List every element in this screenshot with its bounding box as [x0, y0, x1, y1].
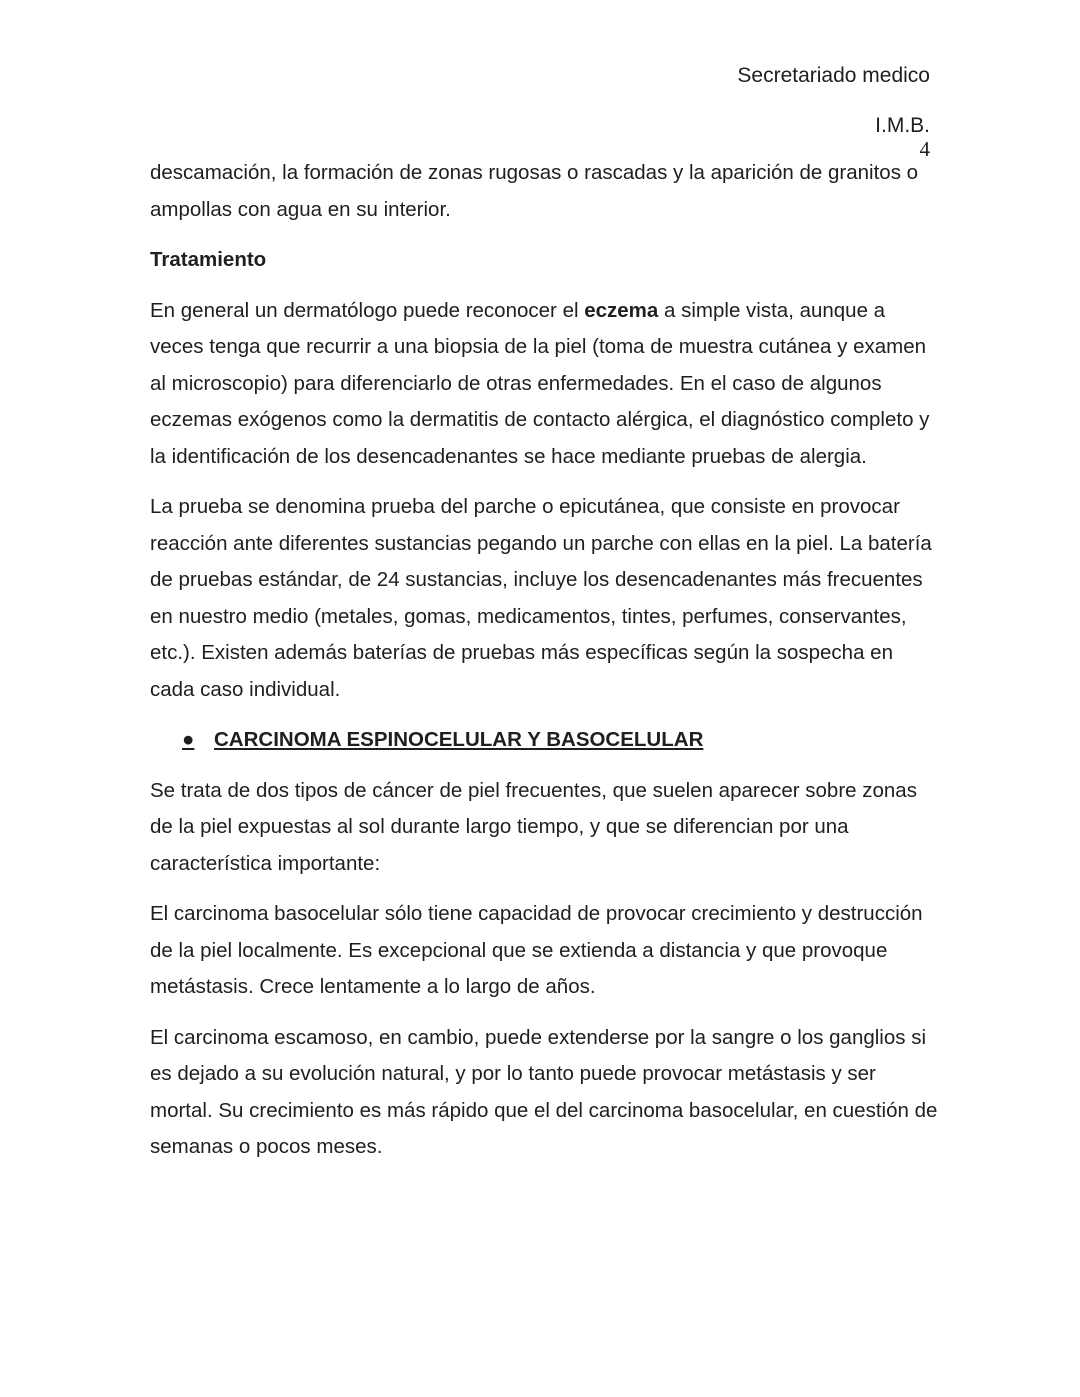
carcinoma-heading — [182, 722, 940, 759]
header-initials: I.M.B. — [875, 114, 930, 137]
carcinoma-paragraph-1: Se trata de dos tipos de cáncer de piel frecuentes, que suelen aparecer sobre zonas de la piel expuestas al sol durante largo tiempo, y que se diferencian por una característica importante: — [150, 778, 917, 875]
bullet-icon: ● — [182, 728, 195, 751]
document-body — [150, 155, 940, 1180]
carcinoma-heading-text: CARCINOMA ESPINOCELULAR Y BASOCELULAR — [214, 728, 704, 751]
treatment-text-end: a simple vista, aunque a veces tenga que recurrir a una biopsia de la piel (toma de muestra cutánea y examen al microscopio) para diferenciarlo de otras enfermedades. En el caso de algunos eczemas exógenos como la dermatitis de contacto alérgica, el diagnóstico completo y la identificación de los desencadenantes se hace mediante pruebas de alergia. — [150, 298, 930, 468]
section-heading-tratamiento: Tratamiento — [150, 248, 267, 271]
header-course: Secretariado medico — [737, 64, 930, 87]
treatment-text-start: En general un dermatólogo puede reconocer el — [150, 298, 585, 322]
treatment-paragraph-1 — [150, 293, 940, 476]
page-number: 4 — [919, 137, 930, 161]
carcinoma-paragraph-2: El carcinoma basocelular sólo tiene capacidad de provocar crecimiento y destrucción de la piel localmente. Es excepcional que se extienda a distancia y que provoque metástasis. Crece lentamente a lo largo de años. — [150, 902, 923, 998]
bold-term-eczema: eczema — [584, 298, 659, 322]
continuation-paragraph: descamación, la formación de zonas rugosas o rascadas y la aparición de granitos o ampollas con agua en su interior. — [150, 161, 919, 221]
carcinoma-paragraph-3: El carcinoma escamoso, en cambio, puede extenderse por la sangre o los ganglios si es dejado a su evolución natural, y por lo tanto puede provocar metástasis y ser mortal. Su crecimiento es más rápido que el del carcinoma basocelular, en cuestión de semanas o pocos meses. — [150, 1025, 938, 1158]
treatment-paragraph-2: La prueba se denomina prueba del parche o epicutánea, que consiste en provocar reacción ante diferentes sustancias pegando un parche con ellas en la piel. La batería de pruebas estándar, de 24 sustancias, incluye los desencadenantes más frecuentes en nuestro medio (metales, gomas, medicamentos, tintes, perfumes, conservantes, etc.). Existen además baterías de pruebas más específicas según la sospecha en cada caso individual. — [150, 495, 932, 701]
